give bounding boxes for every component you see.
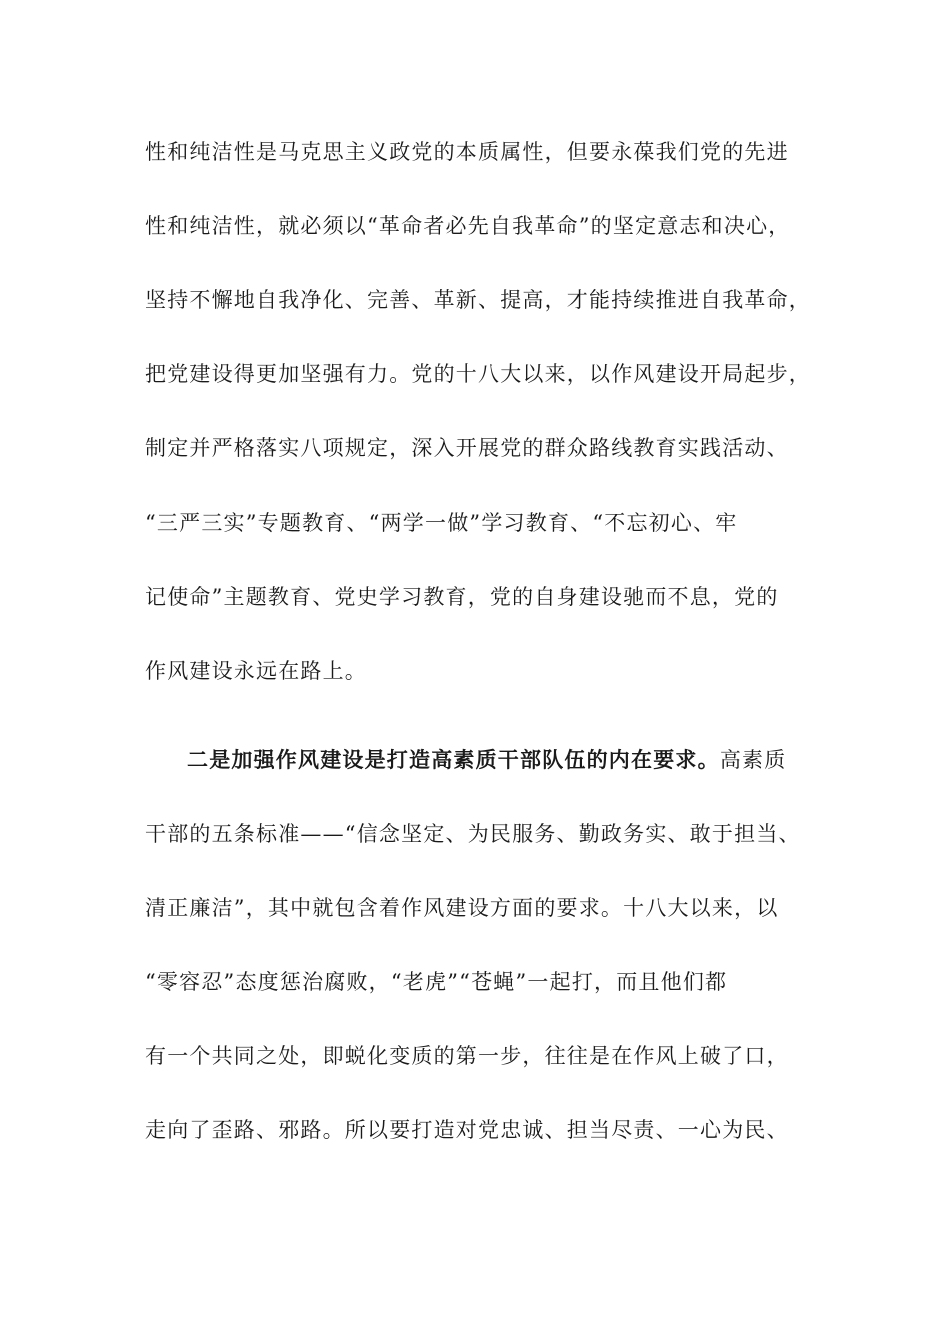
paragraph-1-line-5: 制定并严格落实八项规定，深入开展党的群众路线教育实践活动、 xyxy=(145,436,789,460)
paragraph-2-line-2: 干部的五条标准——“信念坚定、为民服务、勤政务实、敢于担当、 xyxy=(145,822,801,846)
paragraph-1-line-1: 性和纯洁性是马克思主义政党的本质属性，但要永葆我们党的先进 xyxy=(145,140,789,164)
paragraph-1-line-2: 性和纯洁性，就必须以“革命者必先自我革命”的坚定意志和决心， xyxy=(145,214,791,238)
paragraph-2-heading: 二是加强作风建设是打造高素质干部队伍的内在要求。 xyxy=(187,747,720,772)
paragraph-2-line-6: 走向了歪路、邪路。所以要打造对党忠诚、担当尽责、一心为民、 xyxy=(145,1118,789,1142)
paragraph-1-line-7: 记使命”主题教育、党史学习教育，党的自身建设驰而不息，党的 xyxy=(145,585,779,609)
paragraph-2-line-1 xyxy=(187,740,887,780)
paragraph-1-line-6: “三严三实”专题教育、“两学一做”学习教育、“不忘初心、牢 xyxy=(145,511,738,535)
paragraph-1-line-4: 把党建设得更加坚强有力。党的十八大以来，以作风建设开局起步， xyxy=(145,362,811,386)
paragraph-1-line-3: 坚持不懈地自我净化、完善、革新、提高，才能持续推进自我革命， xyxy=(145,288,811,312)
paragraph-2-line-3: 清正廉洁”，其中就包含着作风建设方面的要求。十八大以来，以 xyxy=(145,896,779,920)
paragraph-1-line-8: 作风建设永远在路上。 xyxy=(145,659,367,683)
paragraph-2-line-4: “零容忍”态度惩治腐败，“老虎”“苍蝇”一起打，而且他们都 xyxy=(145,970,728,994)
paragraph-2-line-5: 有一个共同之处，即蜕化变质的第一步，往往是在作风上破了口， xyxy=(145,1044,789,1068)
paragraph-2-first-line-rest: 高素质 xyxy=(719,748,787,772)
